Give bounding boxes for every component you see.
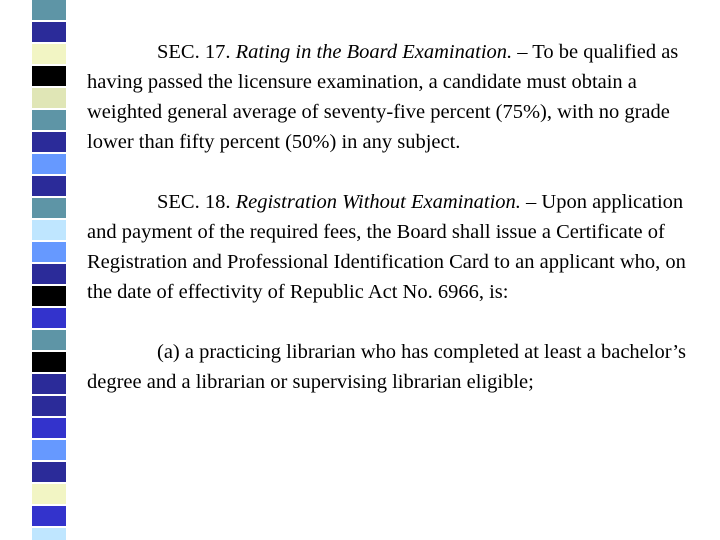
section-17-body: – To be qualified as having passed the licensure examination, a candidate must obtain a weighted general average of seventy-five percent (75%), with no grade lower than fifty percent (50%) in any subject. bbox=[87, 41, 679, 153]
item-a-indent bbox=[87, 341, 157, 363]
paragraph-gap bbox=[87, 157, 687, 187]
stripe-block bbox=[32, 418, 66, 438]
stripe-block bbox=[32, 352, 66, 372]
decorative-stripe bbox=[32, 0, 66, 540]
section-18-label: SEC. 18. bbox=[157, 191, 236, 213]
stripe-block bbox=[32, 220, 66, 240]
stripe-block bbox=[32, 176, 66, 196]
stripe-block bbox=[32, 264, 66, 284]
stripe-block bbox=[32, 484, 66, 504]
stripe-block bbox=[32, 22, 66, 42]
stripe-block bbox=[32, 154, 66, 174]
stripe-block bbox=[32, 330, 66, 350]
item-a-paragraph bbox=[87, 337, 687, 397]
stripe-block bbox=[32, 286, 66, 306]
stripe-block bbox=[32, 308, 66, 328]
stripe-block bbox=[32, 396, 66, 416]
item-a-text: (a) a practicing librarian who has completed at least a bachelor’s degree and a librarian or supervising librarian eligible; bbox=[87, 341, 686, 393]
stripe-block bbox=[32, 0, 66, 20]
stripe-block bbox=[32, 66, 66, 86]
stripe-block bbox=[32, 440, 66, 460]
section-17-label: SEC. 17. bbox=[157, 41, 236, 63]
section-18-paragraph bbox=[87, 187, 687, 307]
stripe-block bbox=[32, 88, 66, 108]
section-17-paragraph bbox=[87, 37, 687, 157]
stripe-block bbox=[32, 110, 66, 130]
section-18-title: Registration Without Examination. bbox=[235, 191, 521, 213]
stripe-block bbox=[32, 198, 66, 218]
section-18-body: – Upon application and payment of the required fees, the Board shall issue a Certificate of Registration and Professional Identification Card to an applicant who, on the date of effectivity of Republic Act No. 6966, is: bbox=[87, 191, 686, 303]
section-17-title: Rating in the Board Examination. bbox=[235, 41, 513, 63]
stripe-block bbox=[32, 462, 66, 482]
document-body bbox=[87, 37, 687, 397]
stripe-block bbox=[32, 242, 66, 262]
stripe-block bbox=[32, 506, 66, 526]
stripe-block bbox=[32, 528, 66, 540]
stripe-block bbox=[32, 44, 66, 64]
stripe-block bbox=[32, 132, 66, 152]
stripe-block bbox=[32, 374, 66, 394]
paragraph-gap bbox=[87, 307, 687, 337]
